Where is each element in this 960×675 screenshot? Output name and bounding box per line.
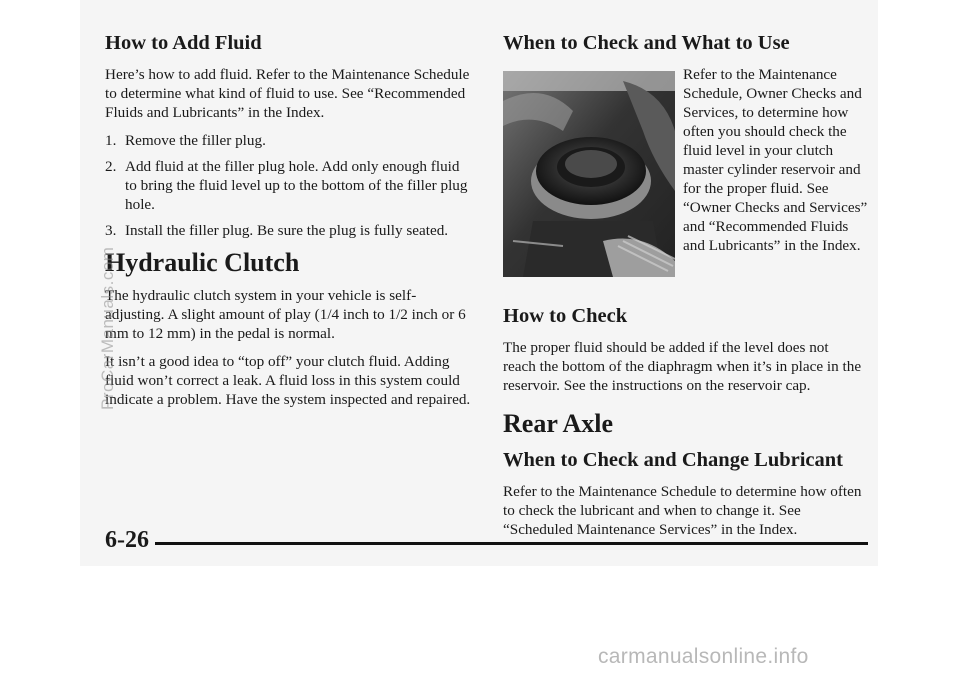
clutch-paragraph-2: It isn’t a good idea to “top off” your clutch fluid. Adding fluid won’t correct a leak. A fluid loss in this system could indicate a problem. Have the system inspected and repaired. bbox=[105, 353, 471, 408]
left-column bbox=[105, 30, 475, 418]
hydraulic-clutch-heading: Hydraulic Clutch bbox=[105, 248, 300, 277]
clutch-reservoir-photo bbox=[503, 71, 675, 277]
add-fluid-heading: How to Add Fluid bbox=[105, 32, 262, 54]
how-to-check-heading: How to Check bbox=[503, 305, 628, 327]
step-item: 2. Add fluid at the filler plug hole. Add only enough fluid to bring the fluid level up to the bottom of the filler plug hole. bbox=[105, 158, 468, 213]
photo-block bbox=[503, 65, 868, 303]
clutch-paragraph-1: The hydraulic clutch system in your vehicle is self-adjusting. A slight amount of play (1/4 inch to 1/2 inch or 6 mm to 12 mm) in the pedal is normal. bbox=[105, 287, 466, 342]
reservoir-photo-illustration bbox=[503, 71, 675, 277]
step-item: 1. Remove the filler plug. bbox=[105, 132, 266, 149]
site-watermark: carmanualsonline.info bbox=[598, 645, 809, 668]
how-to-check-text: The proper fluid should be added if the level does not reach the bottom of the diaphragm when it’s in place in the reservoir. See the instructions on the reservoir cap. bbox=[503, 339, 862, 394]
page-number: 6-26 bbox=[105, 527, 149, 553]
add-fluid-steps bbox=[105, 131, 475, 240]
watermark: ProCarManuals.com bbox=[98, 246, 117, 410]
when-to-check-heading: When to Check and What to Use bbox=[503, 32, 790, 54]
rear-axle-heading: Rear Axle bbox=[503, 409, 613, 438]
step-item: 3. Install the filler plug. Be sure the plug is fully seated. bbox=[105, 222, 449, 239]
when-to-check-text: Refer to the Maintenance Schedule, Owner Checks and Services, to determine how often you should check the fluid level in your clutch master cylinder reservoir and for the proper fluid. See “Owner Checks and Services” and “Recommended Fluids and Lubricants” in the Index. bbox=[683, 66, 868, 254]
add-fluid-intro: Here’s how to add fluid. Refer to the Maintenance Schedule to determine what kind of fluid to use. See “Recommended Fluids and Lubricants” in the Index. bbox=[105, 66, 470, 121]
change-lubricant-heading: When to Check and Change Lubricant bbox=[503, 449, 844, 471]
footer-rule bbox=[155, 542, 868, 545]
change-lubricant-text: Refer to the Maintenance Schedule to determine how often to check the lubricant and when to change it. See “Scheduled Maintenance Services” in the Index. bbox=[503, 483, 862, 538]
right-column bbox=[503, 30, 868, 548]
